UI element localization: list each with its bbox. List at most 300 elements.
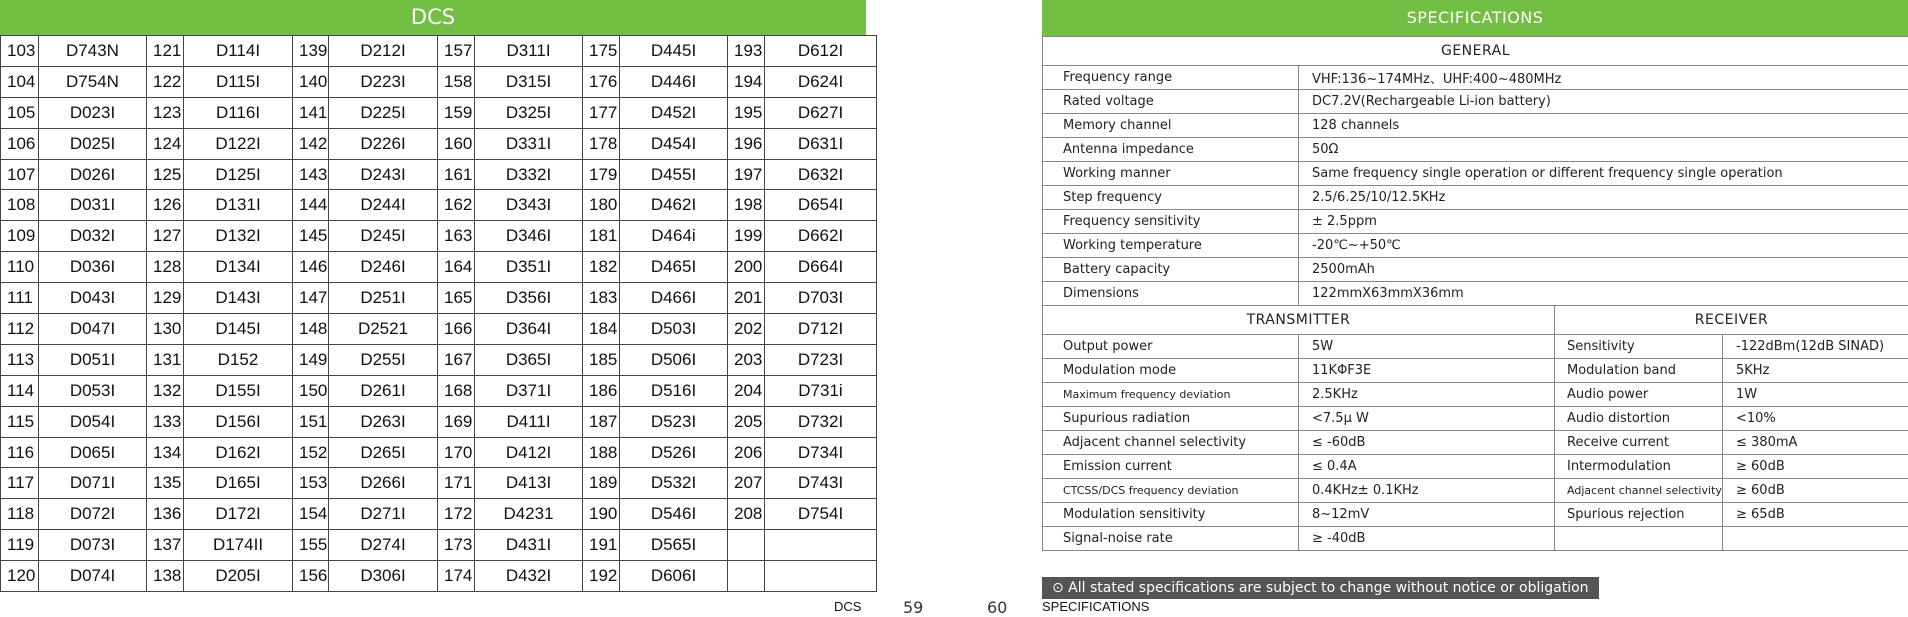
dcs-row <box>1 128 877 159</box>
receiver-spec-label: Adjacent channel selectivity <box>1555 479 1723 503</box>
dcs-code-cell: D036I <box>39 252 147 283</box>
dcs-code-cell: D462I <box>620 190 728 221</box>
general-spec-row <box>1043 90 1908 114</box>
dcs-index-cell: 127 <box>147 221 184 252</box>
transmitter-spec-value: 5W <box>1299 335 1555 359</box>
dcs-row <box>1 252 877 283</box>
dcs-code-cell: D245I <box>329 221 438 252</box>
dcs-code-cell: D565I <box>620 530 728 561</box>
tx-rx-spec-row <box>1043 479 1908 503</box>
dcs-index-cell: 153 <box>293 468 329 499</box>
dcs-row <box>1 221 877 252</box>
dcs-code-cell: D261I <box>329 375 438 406</box>
spec-value: 50Ω <box>1299 138 1908 162</box>
dcs-code-cell: D174II <box>184 530 293 561</box>
dcs-code-cell: D306I <box>329 561 438 592</box>
dcs-code-cell: D532I <box>620 468 728 499</box>
page-number-right: 60 <box>987 598 1007 617</box>
dcs-code-cell: D031I <box>39 190 147 221</box>
dcs-code-cell: D225I <box>329 97 438 128</box>
transmitter-spec-label: Adjacent channel selectivity <box>1043 431 1299 455</box>
receiver-spec-label <box>1555 527 1723 551</box>
dcs-code-cell: D315I <box>475 66 583 97</box>
dcs-index-cell: 179 <box>583 159 620 190</box>
general-section-row <box>1043 37 1908 66</box>
spec-label: Rated voltage <box>1043 90 1299 114</box>
dcs-index-cell: 164 <box>438 252 475 283</box>
dcs-code-cell: D125I <box>184 159 293 190</box>
dcs-row <box>1 190 877 221</box>
dcs-code-cell: D274I <box>329 530 438 561</box>
dcs-row <box>1 97 877 128</box>
spec-value: -20℃~+50℃ <box>1299 234 1908 258</box>
dcs-index-cell: 165 <box>438 283 475 314</box>
dcs-index-cell: 107 <box>1 159 39 190</box>
dcs-code-table <box>0 35 877 592</box>
dcs-code-cell: D454I <box>620 128 728 159</box>
dcs-row <box>1 159 877 190</box>
dcs-code-cell: D023I <box>39 97 147 128</box>
receiver-spec-value: ≥ 65dB <box>1723 503 1908 527</box>
dcs-index-cell: 160 <box>438 128 475 159</box>
dcs-index-cell: 163 <box>438 221 475 252</box>
dcs-index-cell: 184 <box>583 314 620 345</box>
dcs-code-cell: D145I <box>184 314 293 345</box>
dcs-code-cell: D325I <box>475 97 583 128</box>
general-section-title: GENERAL <box>1043 37 1908 66</box>
dcs-index-cell: 182 <box>583 252 620 283</box>
spec-value: Same frequency single operation or different frequency single operation <box>1299 162 1908 186</box>
transmitter-spec-label: Signal-noise rate <box>1043 527 1299 551</box>
dcs-code-cell: D271I <box>329 499 438 530</box>
receiver-spec-value: ≥ 60dB <box>1723 479 1908 503</box>
dcs-row <box>1 375 877 406</box>
general-spec-row <box>1043 234 1908 258</box>
dcs-code-cell: D364I <box>475 314 583 345</box>
dcs-code-cell: D624I <box>765 66 877 97</box>
dcs-code-cell <box>765 561 877 592</box>
dcs-index-cell: 189 <box>583 468 620 499</box>
tx-rx-spec-row <box>1043 503 1908 527</box>
dcs-code-cell: D465I <box>620 252 728 283</box>
dcs-index-cell: 120 <box>1 561 39 592</box>
dcs-code-cell: D351I <box>475 252 583 283</box>
general-spec-row <box>1043 210 1908 234</box>
dcs-index-cell: 146 <box>293 252 329 283</box>
dcs-code-cell: D122I <box>184 128 293 159</box>
dcs-index-cell: 176 <box>583 66 620 97</box>
transmitter-spec-value: ≤ 0.4A <box>1299 455 1555 479</box>
dcs-row <box>1 36 877 67</box>
dcs-code-cell: D025I <box>39 128 147 159</box>
receiver-spec-value: ≥ 60dB <box>1723 455 1908 479</box>
receiver-spec-label: Audio power <box>1555 383 1723 407</box>
dcs-code-cell: D026I <box>39 159 147 190</box>
dcs-code-cell: D051I <box>39 344 147 375</box>
dcs-index-cell: 110 <box>1 252 39 283</box>
dcs-code-cell: D723I <box>765 344 877 375</box>
dcs-index-cell: 124 <box>147 128 184 159</box>
dcs-index-cell: 145 <box>293 221 329 252</box>
transmitter-spec-value: 8~12mV <box>1299 503 1555 527</box>
dcs-code-cell: D432I <box>475 561 583 592</box>
dcs-index-cell: 181 <box>583 221 620 252</box>
dcs-index-cell: 197 <box>728 159 765 190</box>
dcs-code-cell: D332I <box>475 159 583 190</box>
receiver-spec-value: -122dBm(12dB SINAD) <box>1723 335 1908 359</box>
transmitter-spec-value: <7.5µ W <box>1299 407 1555 431</box>
dcs-index-cell: 141 <box>293 97 329 128</box>
dcs-index-cell: 113 <box>1 344 39 375</box>
dcs-index-cell: 200 <box>728 252 765 283</box>
dcs-code-cell: D243I <box>329 159 438 190</box>
dcs-index-cell: 168 <box>438 375 475 406</box>
transmitter-spec-label: Supurious radiation <box>1043 407 1299 431</box>
dcs-code-cell: D116I <box>184 97 293 128</box>
specifications-footer-label: SPECIFICATIONS <box>1042 599 1149 614</box>
tx-rx-spec-row <box>1043 335 1908 359</box>
dcs-index-cell: 135 <box>147 468 184 499</box>
dcs-row <box>1 406 877 437</box>
receiver-spec-value: ≤ 380mA <box>1723 431 1908 455</box>
dcs-index-cell: 117 <box>1 468 39 499</box>
dcs-index-cell: 157 <box>438 36 475 67</box>
general-spec-row <box>1043 66 1908 90</box>
dcs-code-cell: D131I <box>184 190 293 221</box>
dcs-code-cell: D053I <box>39 375 147 406</box>
dcs-index-cell: 203 <box>728 344 765 375</box>
spec-value: 2500mAh <box>1299 258 1908 282</box>
dcs-code-cell: D371I <box>475 375 583 406</box>
dcs-index-cell: 147 <box>293 283 329 314</box>
dcs-code-cell: D523I <box>620 406 728 437</box>
dcs-index-cell: 162 <box>438 190 475 221</box>
dcs-index-cell: 193 <box>728 36 765 67</box>
dcs-index-cell: 112 <box>1 314 39 345</box>
dcs-code-cell: D356I <box>475 283 583 314</box>
transmitter-spec-value: 0.4KHz± 0.1KHz <box>1299 479 1555 503</box>
spec-value: ± 2.5ppm <box>1299 210 1908 234</box>
dcs-index-cell: 169 <box>438 406 475 437</box>
dcs-code-cell: D143I <box>184 283 293 314</box>
dcs-index-cell: 166 <box>438 314 475 345</box>
dcs-index-cell: 108 <box>1 190 39 221</box>
dcs-index-cell: 115 <box>1 406 39 437</box>
spec-label: Working temperature <box>1043 234 1299 258</box>
spec-value: 2.5/6.25/10/12.5KHz <box>1299 186 1908 210</box>
dcs-code-cell: D411I <box>475 406 583 437</box>
dcs-code-cell: D152 <box>184 344 293 375</box>
dcs-code-cell: D464i <box>620 221 728 252</box>
dcs-code-cell: D466I <box>620 283 728 314</box>
dcs-code-cell: D445I <box>620 36 728 67</box>
dcs-index-cell: 138 <box>147 561 184 592</box>
specifications-note: ⊙ All stated specifications are subject to change without notice or obligation <box>1042 577 1599 599</box>
dcs-code-cell: D251I <box>329 283 438 314</box>
dcs-index-cell: 192 <box>583 561 620 592</box>
dcs-index-cell: 208 <box>728 499 765 530</box>
dcs-index-cell: 131 <box>147 344 184 375</box>
dcs-code-cell: D263I <box>329 406 438 437</box>
dcs-code-cell: D255I <box>329 344 438 375</box>
dcs-code-cell: D365I <box>475 344 583 375</box>
dcs-index-cell: 126 <box>147 190 184 221</box>
dcs-code-cell: D743N <box>39 36 147 67</box>
receiver-spec-label: Spurious rejection <box>1555 503 1723 527</box>
receiver-spec-value <box>1723 527 1908 551</box>
general-spec-row <box>1043 258 1908 282</box>
spec-value: DC7.2V(Rechargeable Li-ion battery) <box>1299 90 1908 114</box>
dcs-index-cell: 175 <box>583 36 620 67</box>
transmitter-spec-label: Modulation sensitivity <box>1043 503 1299 527</box>
spec-label: Memory channel <box>1043 114 1299 138</box>
dcs-index-cell: 170 <box>438 437 475 468</box>
dcs-code-cell: D205I <box>184 561 293 592</box>
dcs-code-cell: D165I <box>184 468 293 499</box>
dcs-index-cell: 118 <box>1 499 39 530</box>
dcs-code-cell: D654I <box>765 190 877 221</box>
transmitter-spec-value: ≥ -40dB <box>1299 527 1555 551</box>
dcs-code-cell: D506I <box>620 344 728 375</box>
dcs-index-cell: 204 <box>728 375 765 406</box>
dcs-index-cell: 116 <box>1 437 39 468</box>
dcs-index-cell: 114 <box>1 375 39 406</box>
dcs-code-cell <box>765 530 877 561</box>
dcs-index-cell: 134 <box>147 437 184 468</box>
dcs-index-cell: 137 <box>147 530 184 561</box>
receiver-spec-label: Intermodulation <box>1555 455 1723 479</box>
dcs-code-cell: D703I <box>765 283 877 314</box>
dcs-code-cell: D413I <box>475 468 583 499</box>
dcs-index-cell: 109 <box>1 221 39 252</box>
transmitter-spec-label: Maximum frequency deviation <box>1043 383 1299 407</box>
receiver-spec-label: Audio distortion <box>1555 407 1723 431</box>
dcs-row <box>1 314 877 345</box>
page-number-left: 59 <box>903 598 923 617</box>
dcs-index-cell: 183 <box>583 283 620 314</box>
dcs-code-cell: D452I <box>620 97 728 128</box>
dcs-index-cell: 130 <box>147 314 184 345</box>
dcs-code-cell: D032I <box>39 221 147 252</box>
dcs-index-cell: 123 <box>147 97 184 128</box>
dcs-index-cell: 133 <box>147 406 184 437</box>
dcs-row <box>1 344 877 375</box>
dcs-index-cell: 139 <box>293 36 329 67</box>
dcs-index-cell: 178 <box>583 128 620 159</box>
spec-value: 122mmX63mmX36mm <box>1299 282 1908 306</box>
tx-rx-section-row <box>1043 306 1908 335</box>
dcs-code-cell: D172I <box>184 499 293 530</box>
dcs-index-cell: 177 <box>583 97 620 128</box>
receiver-spec-value: 1W <box>1723 383 1908 407</box>
dcs-index-cell: 171 <box>438 468 475 499</box>
dcs-index-cell <box>728 561 765 592</box>
dcs-index-cell: 149 <box>293 344 329 375</box>
dcs-code-cell: D331I <box>475 128 583 159</box>
dcs-code-cell: D662I <box>765 221 877 252</box>
tx-rx-spec-row <box>1043 383 1908 407</box>
dcs-code-cell: D115I <box>184 66 293 97</box>
spec-label: Antenna impedance <box>1043 138 1299 162</box>
transmitter-spec-value: ≤ -60dB <box>1299 431 1555 455</box>
specifications-title: SPECIFICATIONS <box>1042 0 1908 36</box>
dcs-code-cell: D712I <box>765 314 877 345</box>
dcs-index-cell: 191 <box>583 530 620 561</box>
transmitter-spec-label: CTCSS/DCS frequency deviation <box>1043 479 1299 503</box>
dcs-index-cell: 144 <box>293 190 329 221</box>
dcs-code-cell: D114I <box>184 36 293 67</box>
dcs-index-cell: 142 <box>293 128 329 159</box>
dcs-index-cell: 167 <box>438 344 475 375</box>
dcs-code-cell: D072I <box>39 499 147 530</box>
dcs-code-cell: D632I <box>765 159 877 190</box>
dcs-index-cell: 148 <box>293 314 329 345</box>
general-spec-row <box>1043 186 1908 210</box>
dcs-code-cell: D754N <box>39 66 147 97</box>
dcs-footer-label: DCS <box>834 599 861 614</box>
general-spec-row <box>1043 138 1908 162</box>
dcs-code-cell: D455I <box>620 159 728 190</box>
dcs-index-cell: 103 <box>1 36 39 67</box>
dcs-index-cell: 201 <box>728 283 765 314</box>
dcs-code-cell: D526I <box>620 437 728 468</box>
transmitter-section-title: TRANSMITTER <box>1043 306 1555 335</box>
transmitter-spec-value: 11KΦF3E <box>1299 359 1555 383</box>
dcs-code-cell: D162I <box>184 437 293 468</box>
dcs-code-cell: D132I <box>184 221 293 252</box>
dcs-code-cell: D156I <box>184 406 293 437</box>
dcs-code-cell: D073I <box>39 530 147 561</box>
dcs-index-cell: 140 <box>293 66 329 97</box>
general-spec-row <box>1043 282 1908 306</box>
dcs-index-cell: 111 <box>1 283 39 314</box>
dcs-index-cell: 190 <box>583 499 620 530</box>
receiver-spec-label: Receive current <box>1555 431 1723 455</box>
dcs-index-cell: 119 <box>1 530 39 561</box>
dcs-code-cell: D612I <box>765 36 877 67</box>
spec-label: Frequency range <box>1043 66 1299 90</box>
dcs-index-cell: 186 <box>583 375 620 406</box>
dcs-index-cell: 152 <box>293 437 329 468</box>
dcs-code-cell: D043I <box>39 283 147 314</box>
dcs-code-cell: D071I <box>39 468 147 499</box>
dcs-code-cell: D065I <box>39 437 147 468</box>
dcs-index-cell: 195 <box>728 97 765 128</box>
dcs-index-cell: 172 <box>438 499 475 530</box>
dcs-code-cell: D047I <box>39 314 147 345</box>
dcs-code-cell: D226I <box>329 128 438 159</box>
dcs-index-cell: 128 <box>147 252 184 283</box>
transmitter-spec-value: 2.5KHz <box>1299 383 1555 407</box>
tx-rx-spec-row <box>1043 359 1908 383</box>
dcs-code-cell: D2521 <box>329 314 438 345</box>
spec-label: Step frequency <box>1043 186 1299 210</box>
spec-label: Battery capacity <box>1043 258 1299 282</box>
dcs-index-cell: 174 <box>438 561 475 592</box>
dcs-code-cell: D054I <box>39 406 147 437</box>
dcs-title: DCS <box>0 0 866 35</box>
dcs-index-cell <box>728 530 765 561</box>
dcs-code-cell: D734I <box>765 437 877 468</box>
dcs-index-cell: 161 <box>438 159 475 190</box>
dcs-code-cell: D246I <box>329 252 438 283</box>
dcs-index-cell: 154 <box>293 499 329 530</box>
dcs-row <box>1 66 877 97</box>
dcs-index-cell: 206 <box>728 437 765 468</box>
dcs-code-cell: D446I <box>620 66 728 97</box>
dcs-index-cell: 105 <box>1 97 39 128</box>
dcs-index-cell: 151 <box>293 406 329 437</box>
dcs-index-cell: 207 <box>728 468 765 499</box>
general-spec-row <box>1043 162 1908 186</box>
tx-rx-spec-row <box>1043 527 1908 551</box>
tx-rx-spec-row <box>1043 431 1908 455</box>
transmitter-spec-label: Modulation mode <box>1043 359 1299 383</box>
receiver-spec-value: <10% <box>1723 407 1908 431</box>
dcs-index-cell: 104 <box>1 66 39 97</box>
dcs-code-cell: D265I <box>329 437 438 468</box>
receiver-spec-value: 5KHz <box>1723 359 1908 383</box>
dcs-index-cell: 185 <box>583 344 620 375</box>
dcs-index-cell: 187 <box>583 406 620 437</box>
dcs-index-cell: 173 <box>438 530 475 561</box>
dcs-index-cell: 158 <box>438 66 475 97</box>
dcs-code-cell: D754I <box>765 499 877 530</box>
dcs-index-cell: 159 <box>438 97 475 128</box>
spec-value: VHF:136~174MHz、UHF:400~480MHz <box>1299 66 1908 90</box>
dcs-row <box>1 499 877 530</box>
dcs-code-cell: D223I <box>329 66 438 97</box>
dcs-code-cell: D412I <box>475 437 583 468</box>
dcs-row <box>1 437 877 468</box>
dcs-index-cell: 155 <box>293 530 329 561</box>
dcs-index-cell: 199 <box>728 221 765 252</box>
dcs-index-cell: 202 <box>728 314 765 345</box>
specifications-table <box>1042 36 1908 551</box>
dcs-code-cell: D627I <box>765 97 877 128</box>
dcs-row <box>1 530 877 561</box>
receiver-section-title: RECEIVER <box>1555 306 1908 335</box>
spec-label: Working manner <box>1043 162 1299 186</box>
spec-label: Dimensions <box>1043 282 1299 306</box>
dcs-code-cell: D431I <box>475 530 583 561</box>
dcs-row <box>1 468 877 499</box>
transmitter-spec-label: Emission current <box>1043 455 1299 479</box>
receiver-spec-label: Modulation band <box>1555 359 1723 383</box>
dcs-index-cell: 196 <box>728 128 765 159</box>
dcs-index-cell: 198 <box>728 190 765 221</box>
dcs-index-cell: 129 <box>147 283 184 314</box>
dcs-code-cell: D606I <box>620 561 728 592</box>
dcs-index-cell: 188 <box>583 437 620 468</box>
dcs-index-cell: 132 <box>147 375 184 406</box>
dcs-code-cell: D311I <box>475 36 583 67</box>
dcs-code-cell: D732I <box>765 406 877 437</box>
spec-value: 128 channels <box>1299 114 1908 138</box>
dcs-code-cell: D074I <box>39 561 147 592</box>
dcs-code-cell: D346I <box>475 221 583 252</box>
dcs-index-cell: 150 <box>293 375 329 406</box>
tx-rx-spec-row <box>1043 407 1908 431</box>
dcs-code-cell: D343I <box>475 190 583 221</box>
dcs-index-cell: 143 <box>293 159 329 190</box>
spec-label: Frequency sensitivity <box>1043 210 1299 234</box>
general-spec-row <box>1043 114 1908 138</box>
dcs-index-cell: 121 <box>147 36 184 67</box>
dcs-index-cell: 122 <box>147 66 184 97</box>
dcs-index-cell: 106 <box>1 128 39 159</box>
dcs-row <box>1 283 877 314</box>
